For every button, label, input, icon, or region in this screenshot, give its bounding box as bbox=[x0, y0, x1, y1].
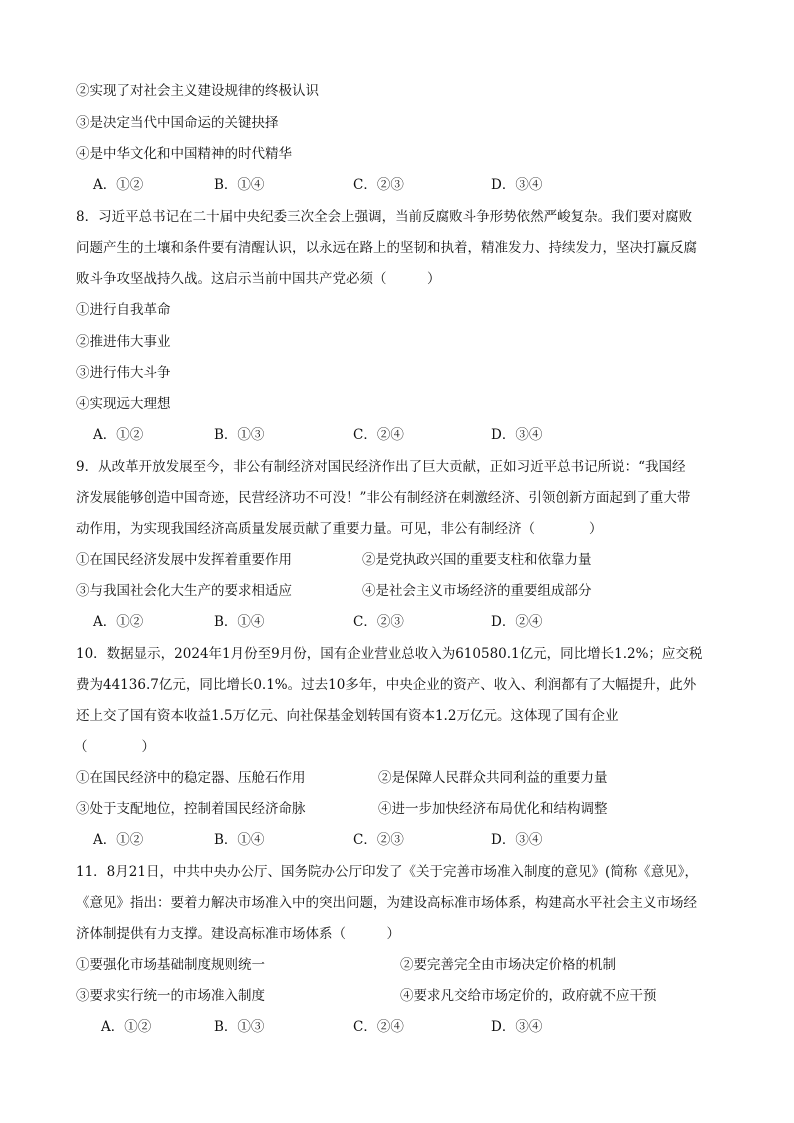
q11-option-a[interactable]: A．①② bbox=[101, 1019, 152, 1035]
q10-statement-1: ①在国民经济中的稳定器、压舱石作用 bbox=[76, 770, 306, 786]
q10-statement-4: ④进一步加快经济布局优化和结构调整 bbox=[378, 801, 608, 817]
q10-stem-line-3: 还上交了国有资本收益1.5万亿元、向社保基金划转国有资本1.2万亿元。这体现了国有企业 bbox=[76, 708, 619, 724]
q10-statement-2: ②是保障人民群众共同利益的重要力量 bbox=[378, 770, 608, 786]
q11-statement-3: ③要求实行统一的市场准入制度 bbox=[76, 988, 265, 1004]
q8-option-c[interactable]: C．②④ bbox=[353, 427, 404, 443]
q10-option-a[interactable]: A．①② bbox=[93, 832, 144, 848]
q11-option-c[interactable]: C．②④ bbox=[353, 1019, 404, 1035]
q8-statement-1: ①进行自我革命 bbox=[76, 302, 171, 318]
q11-statement-1: ①要强化市场基础制度规则统一 bbox=[76, 957, 265, 973]
q11-statement-2: ②要完善完全由市场决定价格的机制 bbox=[400, 957, 616, 973]
q7-statement-4: ④是中华文化和中国精神的时代精华 bbox=[76, 146, 292, 162]
q7-option-b[interactable]: B．①④ bbox=[214, 177, 265, 193]
q7-statement-2: ②实现了对社会主义建设规律的终极认识 bbox=[76, 83, 319, 99]
q10-statement-3: ③处于支配地位，控制着国民经济命脉 bbox=[76, 801, 306, 817]
q11-stem-line-1: 11．8月21日，中共中央办公厅、国务院办公厅印发了《关于完善市场准入制度的意见》(简称《意见》， bbox=[76, 864, 698, 880]
q11-option-b[interactable]: B．①③ bbox=[214, 1019, 265, 1035]
q8-stem-line-3: 败斗争攻坚战持久战。这启示当前中国共产党必须（ ） bbox=[76, 271, 441, 287]
q7-option-a[interactable]: A．①② bbox=[93, 177, 144, 193]
q10-stem-line-1: 10．数据显示，2024年1月份至9月份，国有企业营业总收入为610580.1亿元，同比增长1.2%；应交税 bbox=[76, 646, 703, 662]
q9-option-b[interactable]: B．①④ bbox=[214, 614, 265, 630]
q11-statement-4: ④要求凡交给市场定价的，政府就不应干预 bbox=[400, 988, 657, 1004]
q7-statement-3: ③是决定当代中国命运的关键抉择 bbox=[76, 115, 279, 131]
q8-stem-line-1: 8．习近平总书记在二十届中央纪委三次全会上强调，当前反腐败斗争形势依然严峻复杂。我们要对腐败 bbox=[76, 209, 693, 225]
q9-option-a[interactable]: A．①② bbox=[93, 614, 144, 630]
q11-stem-line-3: 济体制提供有力支撑。建设高标准市场体系（ ） bbox=[76, 926, 400, 942]
q8-statement-3: ③进行伟大斗争 bbox=[76, 365, 171, 381]
q8-stem-line-2: 问题产生的土壤和条件要有清醒认识，以永远在路上的坚韧和执着，精准发力、持续发力，坚决打赢反腐 bbox=[76, 240, 697, 256]
q10-answer-blank: （ ） bbox=[74, 739, 155, 755]
q9-statement-3: ③与我国社会化大生产的要求相适应 bbox=[76, 583, 292, 599]
q10-option-d[interactable]: D．③④ bbox=[491, 832, 543, 848]
q9-option-d[interactable]: D．②④ bbox=[491, 614, 543, 630]
q10-stem-line-2: 费为44136.7亿元，同比增长0.1%。过去10多年，中央企业的资产、收入、利润都有了大幅提升，此外 bbox=[76, 677, 697, 693]
q9-stem-line-3: 动作用，为实现我国经济高质量发展贡献了重要力量。可见，非公有制经济（ ） bbox=[76, 521, 603, 537]
q11-stem-line-2: 《意见》指出：要着力解决市场准入中的突出问题，为建设高标准市场体系，构建高水平社会主义市场经 bbox=[76, 895, 697, 911]
q8-statement-4: ④实现远大理想 bbox=[76, 396, 171, 412]
q8-statement-2: ②推进伟大事业 bbox=[76, 334, 171, 350]
q8-option-b[interactable]: B．①③ bbox=[214, 427, 265, 443]
q9-option-c[interactable]: C．②③ bbox=[353, 614, 404, 630]
q9-statement-4: ④是社会主义市场经济的重要组成部分 bbox=[362, 583, 592, 599]
q9-statement-2: ②是党执政兴国的重要支柱和依靠力量 bbox=[362, 552, 592, 568]
q9-stem-line-2: 济发展能够创造中国奇迹，民营经济功不可没！”非公有制经济在刺激经济、引领创新方面起到了重大带 bbox=[76, 490, 691, 506]
q7-option-c[interactable]: C．②③ bbox=[353, 177, 404, 193]
q10-option-c[interactable]: C．②③ bbox=[353, 832, 404, 848]
q7-option-d[interactable]: D．③④ bbox=[491, 177, 543, 193]
q11-option-d[interactable]: D．③④ bbox=[491, 1019, 543, 1035]
q8-option-a[interactable]: A．①② bbox=[93, 427, 144, 443]
q8-option-d[interactable]: D．③④ bbox=[491, 427, 543, 443]
q9-statement-1: ①在国民经济发展中发挥着重要作用 bbox=[76, 552, 292, 568]
q10-option-b[interactable]: B．①④ bbox=[214, 832, 265, 848]
q9-stem-line-1: 9．从改革开放发展至今，非公有制经济对国民经济作出了巨大贡献，正如习近平总书记所说：“我国经 bbox=[76, 459, 686, 475]
